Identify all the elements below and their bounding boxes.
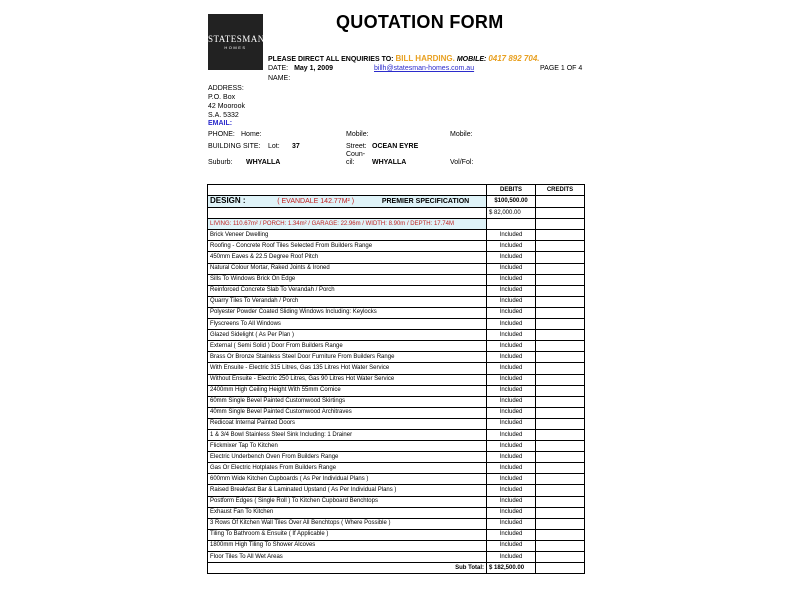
item-description: Flickmixer Tap To Kitchen bbox=[208, 441, 487, 452]
item-credit bbox=[536, 474, 585, 485]
item-description: Without Ensuite - Electric 250 Litres, Gas 90 Litres Hot Water Service bbox=[208, 374, 487, 385]
table-row bbox=[208, 263, 585, 274]
item-description: 600mm Wide Kitchen Cupboards ( As Per Individual Plans ) bbox=[208, 474, 487, 485]
table-row bbox=[208, 319, 585, 330]
email-label: EMAIL: bbox=[208, 120, 233, 127]
item-debit: Included bbox=[487, 252, 536, 263]
item-credit bbox=[536, 241, 585, 252]
subtotal-value: $ 182,500.00 bbox=[487, 563, 536, 574]
table-row bbox=[208, 418, 585, 429]
table-row bbox=[208, 474, 585, 485]
item-credit bbox=[536, 518, 585, 529]
item-description: 1800mm High Tiling To Shower Alcoves bbox=[208, 540, 487, 551]
table-row bbox=[208, 507, 585, 518]
item-credit bbox=[536, 252, 585, 263]
table-row bbox=[208, 485, 585, 496]
item-debit: Included bbox=[487, 452, 536, 463]
base-price-row bbox=[208, 208, 585, 219]
specs-credit bbox=[536, 219, 585, 230]
item-credit bbox=[536, 385, 585, 396]
building-site-label: BUILDING SITE: bbox=[208, 143, 261, 150]
item-description: With Ensuite - Electric 315 Litres, Gas 135 Litres Hot Water Service bbox=[208, 363, 487, 374]
subtotal-row bbox=[208, 563, 585, 574]
name-label: NAME: bbox=[268, 75, 291, 82]
address-line: S.A. 5332 bbox=[208, 112, 239, 119]
design-price: $100,500.00 bbox=[487, 196, 536, 208]
phone-mobile2-label: Mobile: bbox=[450, 131, 473, 138]
item-description: 60mm Single Bevel Painted Customwood Skirtings bbox=[208, 396, 487, 407]
item-credit bbox=[536, 285, 585, 296]
table-row bbox=[208, 352, 585, 363]
page-number: PAGE 1 OF 4 bbox=[540, 65, 583, 72]
table-row bbox=[208, 429, 585, 440]
item-description: Quarry Tiles To Verandah / Porch bbox=[208, 296, 487, 307]
table-row bbox=[208, 518, 585, 529]
item-description: Gas Or Electric Hotplates From Builders Range bbox=[208, 463, 487, 474]
enquiries-line bbox=[268, 54, 540, 63]
item-credit bbox=[536, 441, 585, 452]
item-description: Reinforced Concrete Slab To Verandah / Porch bbox=[208, 285, 487, 296]
item-debit: Included bbox=[487, 529, 536, 540]
item-debit: Included bbox=[487, 363, 536, 374]
table-row bbox=[208, 407, 585, 418]
item-description: Postform Edges ( Single Roll ) To Kitchen Cupboard Benchtops bbox=[208, 496, 487, 507]
debits-header: DEBITS bbox=[487, 185, 536, 196]
table-row bbox=[208, 230, 585, 241]
item-description: Raised Breakfast Bar & Laminated Upstand ( As Per Individual Plans ) bbox=[208, 485, 487, 496]
contact-name: BILL HARDING. bbox=[395, 54, 455, 63]
item-debit: Included bbox=[487, 407, 536, 418]
item-credit bbox=[536, 296, 585, 307]
specs-row bbox=[208, 219, 585, 230]
table-row bbox=[208, 341, 585, 352]
street-value: OCEAN EYRE bbox=[372, 143, 419, 150]
table-row bbox=[208, 241, 585, 252]
lot-value: 37 bbox=[292, 143, 300, 150]
item-credit bbox=[536, 363, 585, 374]
premier-spec: PREMIER SPECIFICATION bbox=[381, 198, 470, 206]
table-row bbox=[208, 463, 585, 474]
volfol-label: Vol/Fol: bbox=[450, 159, 474, 166]
item-credit bbox=[536, 418, 585, 429]
item-debit: Included bbox=[487, 441, 536, 452]
item-debit: Included bbox=[487, 296, 536, 307]
suburb-label: Suburb: bbox=[208, 159, 233, 166]
mobile-label: MOBILE: bbox=[456, 56, 487, 63]
table-row bbox=[208, 363, 585, 374]
phone-home-label: Home: bbox=[241, 131, 262, 138]
item-credit bbox=[536, 463, 585, 474]
address-line: P.O. Box bbox=[208, 94, 236, 101]
item-credit bbox=[536, 507, 585, 518]
table-row bbox=[208, 307, 585, 318]
design-cell bbox=[208, 196, 487, 208]
table-row bbox=[208, 452, 585, 463]
design-credit bbox=[536, 196, 585, 208]
item-credit bbox=[536, 496, 585, 507]
table-row bbox=[208, 552, 585, 563]
item-debit: Included bbox=[487, 418, 536, 429]
item-credit bbox=[536, 407, 585, 418]
item-debit: Included bbox=[487, 374, 536, 385]
item-debit: Included bbox=[487, 429, 536, 440]
table-row bbox=[208, 441, 585, 452]
item-description: 1 & 3/4 Bowl Stainless Steel Sink Including: 1 Drainer bbox=[208, 429, 487, 440]
item-description: Redicoat Internal Painted Doors bbox=[208, 418, 487, 429]
item-description: 2400mm High Ceiling Height With 55mm Cornice bbox=[208, 385, 487, 396]
item-description: Glazed Sidelight ( As Per Plan ) bbox=[208, 330, 487, 341]
address-block bbox=[208, 84, 245, 120]
item-debit: Included bbox=[487, 485, 536, 496]
item-description: Sills To Windows Brick On Edge bbox=[208, 274, 487, 285]
header-blank bbox=[208, 185, 487, 196]
statesman-logo bbox=[208, 14, 263, 70]
item-description: Floor Tiles To All Wet Areas bbox=[208, 552, 487, 563]
enquiries-label: PLEASE DIRECT ALL ENQUIRIES TO: bbox=[268, 56, 394, 63]
item-description: 3 Rows Of Kitchen Wall Tiles Over All Benchtops ( Where Possible ) bbox=[208, 518, 487, 529]
item-credit bbox=[536, 230, 585, 241]
item-description: Tiling To Bathroom & Ensuite ( If Applicable ) bbox=[208, 529, 487, 540]
street-label: Street: bbox=[346, 143, 367, 150]
logo-sub: HOMES bbox=[224, 45, 247, 50]
table-row bbox=[208, 274, 585, 285]
base-price: $ 82,000.00 bbox=[487, 208, 536, 219]
item-credit bbox=[536, 485, 585, 496]
item-debit: Included bbox=[487, 518, 536, 529]
base-credit bbox=[536, 208, 585, 219]
item-description: Exhaust Fan To Kitchen bbox=[208, 507, 487, 518]
table-row bbox=[208, 385, 585, 396]
logo-name: STATESMAN bbox=[208, 34, 265, 44]
council-label-2: cil: bbox=[346, 159, 355, 166]
design-label: DESIGN : bbox=[210, 196, 246, 206]
item-description: External ( Semi Solid ) Door From Builders Range bbox=[208, 341, 487, 352]
table-row bbox=[208, 330, 585, 341]
address-line: 42 Moorook bbox=[208, 103, 245, 110]
item-credit bbox=[536, 452, 585, 463]
table-row bbox=[208, 296, 585, 307]
table-row bbox=[208, 540, 585, 551]
item-debit: Included bbox=[487, 230, 536, 241]
item-debit: Included bbox=[487, 474, 536, 485]
item-description: Natural Colour Mortar, Raked Joints & Ironed bbox=[208, 263, 487, 274]
item-debit: Included bbox=[487, 241, 536, 252]
item-description: Polyester Powder Coated Sliding Windows Including: Keylocks bbox=[208, 307, 487, 318]
design-row bbox=[208, 196, 585, 208]
item-credit bbox=[536, 429, 585, 440]
item-debit: Included bbox=[487, 341, 536, 352]
table-row bbox=[208, 374, 585, 385]
item-debit: Included bbox=[487, 307, 536, 318]
council-value: WHYALLA bbox=[372, 159, 407, 166]
item-description: Brass Or Bronze Stainless Steel Door Furniture From Builders Range bbox=[208, 352, 487, 363]
item-credit bbox=[536, 263, 585, 274]
date-value: May 1, 2009 bbox=[294, 65, 333, 72]
base-blank bbox=[208, 208, 487, 219]
item-credit bbox=[536, 341, 585, 352]
item-description: 450mm Eaves & 22.5 Degree Roof Pitch bbox=[208, 252, 487, 263]
table-row bbox=[208, 252, 585, 263]
item-debit: Included bbox=[487, 463, 536, 474]
item-debit: Included bbox=[487, 396, 536, 407]
item-debit: Included bbox=[487, 263, 536, 274]
item-debit: Included bbox=[487, 352, 536, 363]
item-debit: Included bbox=[487, 274, 536, 285]
item-description: 40mm Single Bevel Painted Customwood Architraves bbox=[208, 407, 487, 418]
item-credit bbox=[536, 374, 585, 385]
item-debit: Included bbox=[487, 507, 536, 518]
table-row bbox=[208, 496, 585, 507]
design-name: ( EVANDALE 142.77M² ) bbox=[277, 198, 355, 206]
quotation-table bbox=[207, 184, 585, 574]
item-description: Electric Underbench Oven From Builders Range bbox=[208, 452, 487, 463]
item-debit: Included bbox=[487, 330, 536, 341]
date-label: DATE: bbox=[268, 65, 289, 72]
item-credit bbox=[536, 540, 585, 551]
contact-mobile: 0417 892 704. bbox=[488, 54, 540, 63]
phone-mobile-label: Mobile: bbox=[346, 131, 369, 138]
table-header-row bbox=[208, 185, 585, 196]
date-line bbox=[268, 65, 333, 72]
item-credit bbox=[536, 352, 585, 363]
item-description: Flyscreens To All Windows bbox=[208, 319, 487, 330]
subtotal-label: Sub Total: bbox=[208, 563, 487, 574]
specs-text: LIVING: 110.67m² / PORCH: 1.34m² / GARAGE: 22.96m / WIDTH: 8.90m / DEPTH: 17.74M bbox=[208, 219, 487, 230]
item-credit bbox=[536, 330, 585, 341]
item-credit bbox=[536, 307, 585, 318]
item-debit: Included bbox=[487, 285, 536, 296]
item-credit bbox=[536, 274, 585, 285]
item-description: Roofing - Concrete Roof Tiles Selected From Builders Range bbox=[208, 241, 487, 252]
credits-header: CREDITS bbox=[536, 185, 585, 196]
page-title: QUOTATION FORM bbox=[336, 12, 504, 32]
item-debit: Included bbox=[487, 319, 536, 330]
item-debit: Included bbox=[487, 496, 536, 507]
item-credit bbox=[536, 319, 585, 330]
item-debit: Included bbox=[487, 540, 536, 551]
address-label: ADDRESS: bbox=[208, 85, 244, 92]
item-description: Brick Veneer Dwelling bbox=[208, 230, 487, 241]
item-credit bbox=[536, 529, 585, 540]
suburb-value: WHYALLA bbox=[246, 159, 281, 166]
council-label-1: Coun- bbox=[346, 151, 366, 158]
item-credit bbox=[536, 552, 585, 563]
table-row bbox=[208, 529, 585, 540]
phone-label: PHONE: bbox=[208, 131, 235, 138]
item-credit bbox=[536, 396, 585, 407]
item-debit: Included bbox=[487, 552, 536, 563]
lot-label: Lot: bbox=[268, 143, 280, 150]
table-row bbox=[208, 396, 585, 407]
subtotal-credit bbox=[536, 563, 585, 574]
email-link[interactable]: billh@statesman-homes.com.au bbox=[374, 65, 475, 72]
item-debit: Included bbox=[487, 385, 536, 396]
specs-debit bbox=[487, 219, 536, 230]
table-row bbox=[208, 285, 585, 296]
